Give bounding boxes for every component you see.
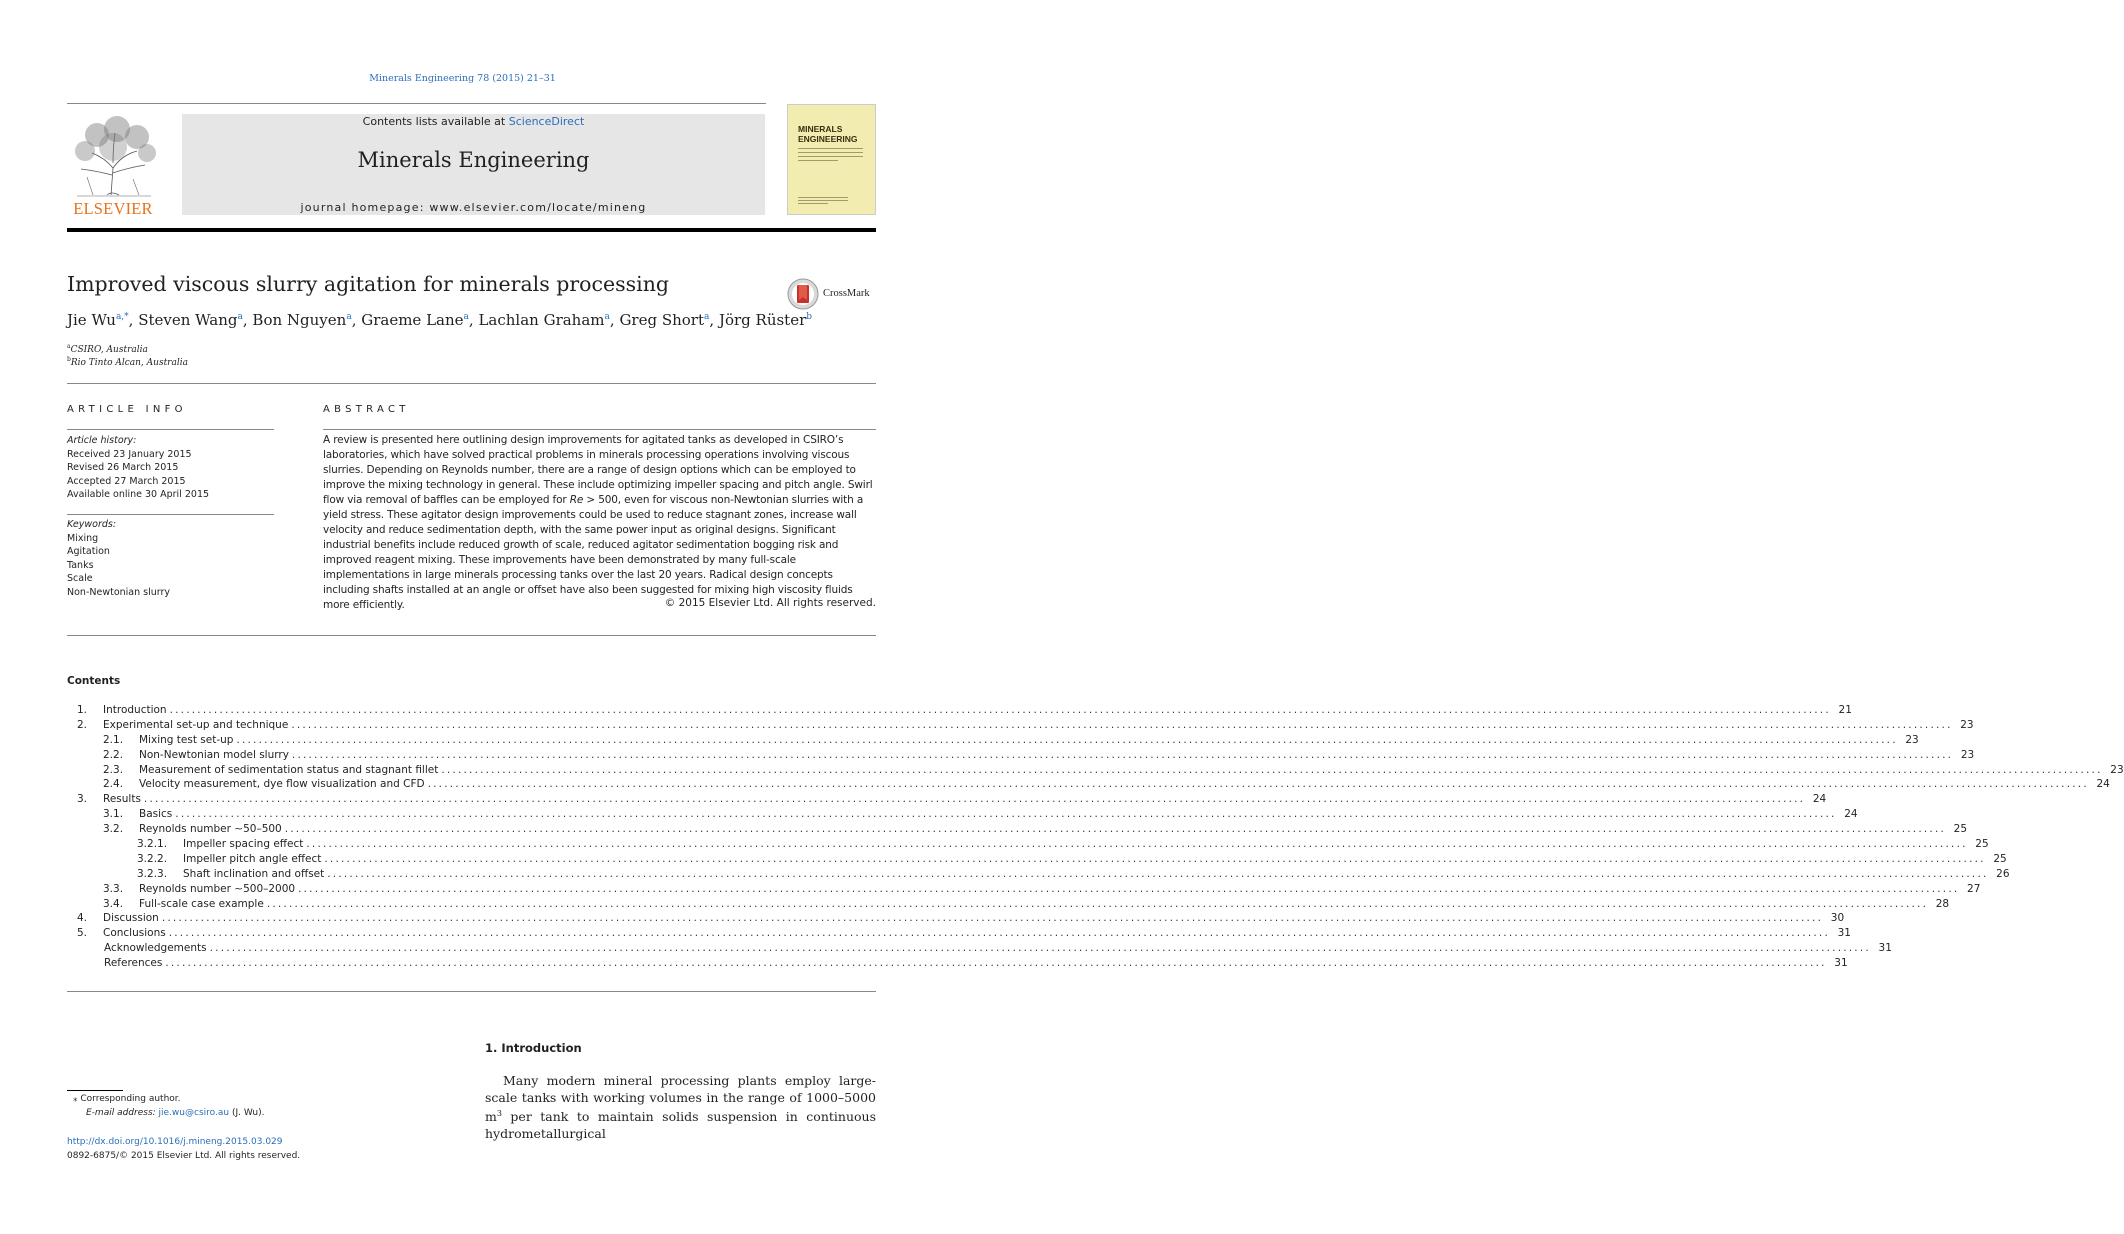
toc-number: 3. (77, 793, 88, 806)
homepage-url[interactable]: www.elsevier.com/locate/mineng (429, 201, 647, 214)
toc-leader-dots: ............................................................................................................................................................................................................................................................................................................ (291, 748, 1954, 761)
history-item: Received 23 January 2015 (67, 448, 192, 460)
author-name[interactable]: Steven Wang (138, 311, 238, 329)
footnote-rule (67, 1090, 123, 1091)
toc-entry[interactable] (67, 822, 1968, 837)
introduction-heading: 1. Introduction (485, 1041, 582, 1055)
toc-leader-dots: ............................................................................................................................................................................................................................................................................................................ (291, 718, 1953, 731)
toc-entry[interactable] (67, 703, 1852, 718)
toc-number: 3.2.1. (137, 838, 168, 851)
toc-leader-dots: ............................................................................................................................................................................................................................................................................................................ (169, 704, 1831, 716)
toc-leader-dots: ............................................................................................................................................................................................................................................................................................................ (327, 867, 1989, 880)
toc-label[interactable]: Basics (139, 808, 173, 821)
keyword: Scale (67, 573, 93, 584)
toc-entry[interactable] (67, 748, 1975, 763)
cover-bottom-lines (798, 197, 848, 206)
email-link[interactable]: jie.wu@csiro.au (158, 1108, 230, 1118)
toc-page-number[interactable]: 28 (1935, 897, 1950, 910)
affiliation-rule (67, 383, 876, 384)
toc-label[interactable]: Reynolds number ∼50–500 (139, 823, 282, 836)
toc-page-number[interactable]: 24 (1844, 808, 1858, 821)
toc-page-number[interactable]: 23 (1960, 748, 1975, 761)
contents-heading: Contents (67, 675, 121, 687)
toc-entry[interactable] (67, 792, 1827, 807)
toc-leader-dots: ............................................................................................................................................................................................................................................................................................................ (441, 763, 2103, 776)
history-item: Revised 26 March 2015 (67, 462, 179, 473)
toc-label[interactable]: Measurement of sedimentation status and stagnant fillet (139, 763, 439, 776)
author-name[interactable]: Lachlan Graham (478, 311, 605, 329)
toc-leader-dots: ............................................................................................................................................................................................................................................................................................................ (306, 838, 1968, 851)
toc-page-number[interactable]: 25 (1953, 823, 1968, 836)
article-info-heading: ARTICLE INFO (67, 404, 187, 415)
toc-entry[interactable] (67, 733, 1919, 748)
author-affiliation-mark[interactable]: a (346, 312, 352, 322)
contents-bottom-rule (67, 991, 876, 992)
header-top-rule (67, 103, 766, 104)
toc-page-number[interactable]: 30 (1830, 912, 1845, 925)
author-name[interactable]: Greg Short (619, 311, 705, 329)
toc-page-number[interactable]: 23 (1960, 718, 1974, 731)
author-affiliation-mark[interactable]: a (604, 312, 610, 322)
toc-entry[interactable] (67, 807, 1858, 822)
toc-page-number[interactable]: 26 (1996, 867, 2010, 880)
toc-leader-dots: ............................................................................................................................................................................................................................................................................................................ (284, 823, 1947, 836)
toc-page-number[interactable]: 31 (1878, 942, 1892, 955)
cover-title: MINERALS ENGINEERING (798, 124, 858, 144)
abstract-heading: ABSTRACT (323, 404, 410, 415)
corresponding-author-note: ⁎ Corresponding author. (73, 1094, 181, 1104)
abstract-rule (323, 429, 876, 430)
toc-number: 1. (77, 704, 88, 716)
history-item: Accepted 27 March 2015 (67, 475, 186, 487)
article-info-rule (67, 429, 274, 430)
crossmark-icon (787, 278, 819, 310)
toc-entry[interactable] (67, 718, 1974, 733)
toc-page-number[interactable]: 25 (1993, 852, 2007, 865)
affiliation (67, 356, 188, 368)
abstract-text-part: > 500, even for viscous non-Newtonian slurries with a yield stress. These agitator design improvements could be used to reduce stagnant zones, increase wall velocity and reduce sedimentation depth, with the same power input as original designs. Significant industrial benefits include reduced growth of scale, reduced agitator sedimentation bogging risk and improved reagent mixing. These improvements have been demonstrated by many full-scale implementations in large minerals processing tanks over the last 20 years. Radical design concepts including shafts installed at an angle or offset have also been suggested for mixing high viscosity fluids more efficiently. (323, 494, 864, 611)
email-note (86, 1108, 264, 1118)
article-history (67, 434, 209, 502)
toc-label[interactable]: Mixing test set-up (139, 733, 234, 746)
toc-page-number[interactable]: 24 (2096, 778, 2110, 791)
history-item: Available online 30 April 2015 (67, 489, 210, 500)
toc-number: 5. (77, 927, 88, 940)
toc-entry[interactable] (67, 911, 1845, 926)
toc-leader-dots: ............................................................................................................................................................................................................................................................................................................ (427, 778, 2089, 791)
author-name[interactable]: Jie Wu (67, 311, 116, 329)
toc-number: 2.1. (103, 733, 124, 746)
toc-leader-dots: ............................................................................................................................................................................................................................................................................................................ (236, 733, 1898, 746)
toc-page-number[interactable]: 31 (1834, 957, 1848, 970)
cover-text-lines (798, 148, 863, 164)
doi-link[interactable]: http://dx.doi.org/10.1016/j.mineng.2015.03.029 (67, 1137, 283, 1147)
toc-entry[interactable] (67, 941, 1892, 956)
toc-page-number[interactable]: 25 (1975, 838, 1989, 851)
keyword: Agitation (67, 546, 110, 557)
toc-number: 3.2. (103, 823, 124, 836)
reynolds-symbol: Re (569, 494, 584, 506)
toc-label[interactable]: Full-scale case example (139, 897, 264, 910)
toc-label[interactable]: Acknowledgements (104, 942, 207, 955)
toc-leader-dots: ............................................................................................................................................................................................................................................................................................................ (266, 897, 1929, 910)
toc-leader-dots: ............................................................................................................................................................................................................................................................................................................ (161, 912, 1824, 925)
introduction-text (485, 1073, 876, 1142)
toc-page-number[interactable]: 24 (1812, 793, 1827, 806)
crossmark-label: CrossMark (823, 288, 870, 299)
affiliation-mark: b (67, 356, 71, 363)
toc-number: 2.2. (103, 748, 124, 761)
abstract-body (323, 433, 876, 613)
intro-superscript: 3 (496, 1109, 502, 1118)
toc-label[interactable]: Non-Newtonian model slurry (139, 748, 289, 761)
toc-label[interactable]: Reynolds number ∼500–2000 (139, 882, 296, 895)
history-label: Article history: (67, 435, 137, 446)
contents-prefix: Contents lists available at (362, 115, 509, 128)
abstract-copyright: © 2015 Elsevier Ltd. All rights reserved. (664, 597, 876, 609)
abstract-bottom-rule (67, 635, 876, 636)
toc-leader-dots: ............................................................................................................................................................................................................................................................................................................ (168, 927, 1830, 940)
toc-page-number[interactable]: 27 (1967, 882, 1981, 895)
toc-entry[interactable] (67, 897, 1950, 912)
email-label: E-mail address: (86, 1108, 159, 1118)
email-suffix: (J. Wu). (229, 1108, 265, 1118)
author-affiliation-mark[interactable]: a (463, 312, 469, 322)
affiliation-mark: a (67, 343, 71, 350)
keywords-rule (67, 514, 274, 515)
keywords-label: Keywords: (67, 519, 117, 530)
author-affiliation-mark[interactable]: a (704, 312, 710, 322)
keyword: Tanks (67, 559, 94, 571)
toc-leader-dots: ............................................................................................................................................................................................................................................................................................................ (209, 942, 1871, 955)
affiliation-text: Rio Tinto Alcan, Australia (70, 358, 188, 368)
crossmark-badge[interactable] (787, 278, 877, 312)
toc-leader-dots: ............................................................................................................................................................................................................................................................................................................ (298, 882, 1960, 895)
toc-number: 3.2.3. (137, 867, 168, 880)
header-thick-rule (67, 228, 876, 232)
toc-label[interactable]: Introduction (103, 704, 167, 716)
toc-label[interactable]: Results (103, 793, 141, 806)
toc-page-number[interactable]: 23 (1905, 733, 1919, 746)
intro-text-part: per tank to maintain solids suspension in continuous hydrometallurgical (485, 1109, 876, 1141)
journal-title: Minerals Engineering (357, 148, 590, 172)
toc-label[interactable]: Shaft inclination and offset (183, 867, 325, 880)
author-affiliation-mark[interactable]: b (806, 312, 813, 322)
toc-entry[interactable] (67, 882, 1981, 897)
keyword: Non-Newtonian slurry (67, 586, 171, 598)
toc-label[interactable]: Discussion (103, 912, 159, 925)
toc-label[interactable]: Experimental set-up and technique (103, 718, 289, 731)
issn-line: 0892-6875/© 2015 Elsevier Ltd. All rights reserved. (67, 1151, 301, 1161)
toc-label[interactable]: References (104, 957, 163, 970)
table-of-contents (67, 703, 2124, 971)
toc-leader-dots: ............................................................................................................................................................................................................................................................................................................ (175, 808, 1837, 821)
toc-entry[interactable] (67, 852, 2007, 867)
toc-number: 4. (77, 912, 88, 925)
journal-citation[interactable]: Minerals Engineering 78 (2015) 21–31 (369, 73, 556, 84)
toc-leader-dots: ............................................................................................................................................................................................................................................................................................................ (324, 852, 1986, 865)
toc-label[interactable]: Conclusions (103, 927, 166, 940)
author-name[interactable]: Graeme Lane (361, 311, 464, 329)
journal-homepage-line (182, 201, 765, 214)
toc-entry[interactable] (67, 956, 1848, 971)
author-name[interactable]: Jörg Rüster (718, 311, 807, 329)
toc-entry[interactable] (67, 837, 1989, 852)
toc-entry[interactable] (67, 926, 1851, 941)
author-list: Jie $Wu^{a,*}$, Steven Wang$^a$, Bon Nguyen$^a$, Graeme Lane$^a$, Lachlan Graham$^a$, Greg Short$^a$, Jörg Rüster$^b$ (67, 311, 813, 329)
toc-number: 2.4. (103, 778, 124, 791)
abstract-text-part: A review is presented here outlining design improvements for agitated tanks as developed in CSIRO’s laboratories, which have solved practical problems in minerals processing operations involving viscous slurries. Depending on Reynolds number, there are a range of design options which can be employed to improve the mixing technology in general. These include optimizing impeller spacing and pitch angle. Swirl flow via removal of baffles can be employed for (323, 434, 873, 506)
toc-entry[interactable] (67, 867, 2010, 882)
toc-number: 3.2.2. (137, 852, 168, 865)
elsevier-wordmark: ELSEVIER (73, 199, 153, 218)
journal-cover-thumbnail[interactable] (787, 104, 876, 215)
toc-page-number[interactable]: 23 (2110, 763, 2124, 776)
homepage-label: journal homepage: (300, 201, 430, 214)
intro-text-part: Many modern mineral processing plants employ large-scale tanks with working volumes in the range of 1000–5000 m (485, 1073, 876, 1125)
toc-leader-dots: ............................................................................................................................................................................................................................................................................................................ (143, 793, 1806, 806)
author-affiliation-mark[interactable]: a (237, 312, 243, 322)
toc-label[interactable]: Impeller pitch angle effect (183, 852, 322, 865)
contents-available-line (182, 115, 765, 128)
toc-number: 3.3. (103, 882, 124, 895)
article-title: Improved viscous slurry agitation for minerals processing (67, 272, 670, 296)
author-name[interactable]: Bon Nguyen (252, 311, 347, 329)
toc-number: 2.3. (103, 763, 124, 776)
toc-page-number[interactable]: 21 (1838, 704, 1852, 716)
toc-leader-dots: ............................................................................................................................................................................................................................................................................................................ (165, 957, 1827, 970)
affiliation (67, 343, 148, 355)
toc-number: 3.1. (103, 808, 124, 821)
toc-number: 3.4. (103, 897, 124, 910)
sciencedirect-link[interactable]: ScienceDirect (508, 115, 585, 128)
affiliation-text: CSIRO, Australia (70, 345, 148, 355)
toc-label[interactable]: Impeller spacing effect (183, 838, 304, 851)
toc-entry[interactable] (67, 777, 2110, 792)
toc-page-number[interactable]: 31 (1837, 927, 1851, 940)
keyword: Mixing (67, 532, 99, 544)
toc-number: 2. (77, 718, 88, 731)
toc-entry[interactable] (67, 763, 2124, 778)
author-affiliation-mark[interactable]: a,* (115, 312, 129, 322)
toc-label[interactable]: Velocity measurement, dye flow visualization and CFD (139, 778, 425, 791)
keywords (67, 518, 170, 599)
